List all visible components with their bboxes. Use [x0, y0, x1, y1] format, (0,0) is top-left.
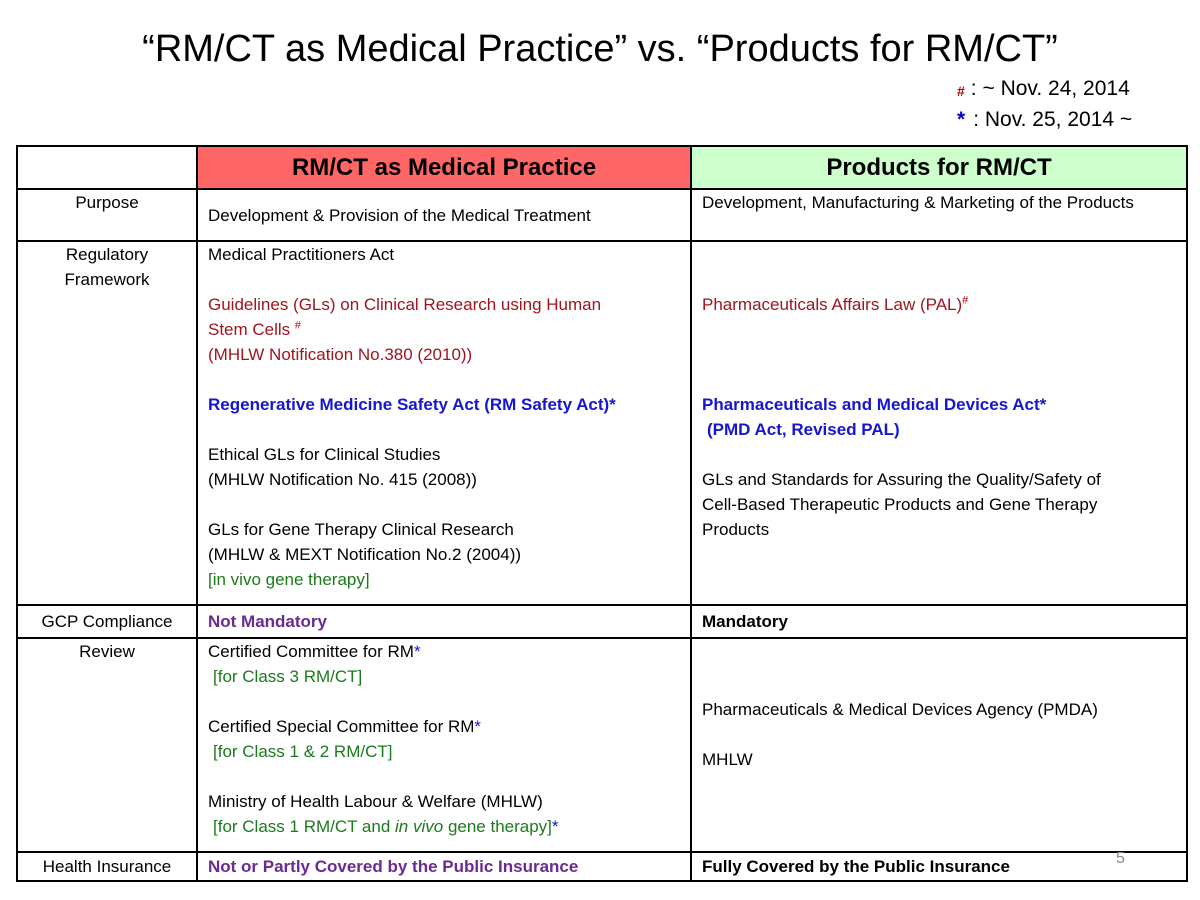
legend-hash-text: : ~ Nov. 24, 2014 [970, 77, 1130, 100]
insurance-products: Fully Covered by the Public Insurance [691, 852, 1187, 881]
stem-cell-gl-line2: Stem Cells [208, 320, 291, 339]
regulatory-label-2: Framework [64, 270, 150, 289]
ethical-notification: (MHLW Notification No. 415 (2008)) [208, 470, 477, 489]
ministry-scope-italic: in vivo [395, 817, 444, 836]
purpose-medical: Development & Provision of the Medical Treatment [197, 189, 691, 241]
standards-line3: Products [702, 520, 770, 539]
mhlw: MHLW [702, 750, 753, 769]
ministry-scope [208, 814, 680, 839]
hash-mark: # [957, 83, 965, 99]
row-label-insurance: Health Insurance [17, 852, 197, 881]
row-purpose [17, 189, 1187, 241]
row-gcp [17, 605, 1187, 638]
stem-cell-gl-line1: Guidelines (GLs) on Clinical Research using Human [208, 295, 602, 314]
pal-hash: # [962, 294, 969, 307]
comparison-table [16, 145, 1188, 882]
star-mark: * [957, 108, 966, 131]
purpose-products: Development, Manufacturing & Marketing of the Products [691, 189, 1187, 241]
medical-practitioners-act: Medical Practitioners Act [208, 245, 395, 264]
row-label-purpose: Purpose [17, 189, 197, 241]
special-scope: [for Class 1 & 2 RM/CT] [213, 742, 393, 761]
pal: Pharmaceuticals Affairs Law (PAL) [702, 295, 963, 314]
regulatory-products [691, 241, 1187, 605]
legend-star [945, 107, 1132, 133]
pmd-act-alias: (PMD Act, Revised PAL) [707, 420, 900, 439]
pmda: Pharmaceuticals & Medical Devices Agency (PMDA) [702, 700, 1098, 719]
regulatory-label-1: Regulatory [65, 245, 149, 264]
standards-line1: GLs and Standards for Assuring the Quality/Safety of [702, 470, 1101, 489]
stem-cell-notification: (MHLW Notification No.380 (2010)) [208, 345, 473, 364]
row-review [17, 638, 1187, 852]
gene-therapy-notification: (MHLW & MEXT Notification No.2 (2004)) [208, 545, 522, 564]
row-label-regulatory [17, 241, 197, 605]
gene-therapy-gl: GLs for Gene Therapy Clinical Research [208, 520, 514, 539]
slide-title: “RM/CT as Medical Practice” vs. “Products for RM/CT” [142, 28, 1058, 70]
page-number: 5 [1116, 850, 1125, 867]
gene-therapy-scope: [in vivo gene therapy] [208, 570, 370, 589]
row-label-review: Review [17, 638, 197, 852]
pmd-act: Pharmaceuticals and Medical Devices Act* [702, 395, 1047, 414]
header-products: Products for RM/CT [691, 146, 1187, 189]
standards-line2: Cell-Based Therapeutic Products and Gene Therapy [702, 495, 1098, 514]
special-committee: Certified Special Committee for RM [208, 717, 475, 736]
stem-cell-hash: # [294, 319, 302, 332]
committee-star: * [413, 642, 421, 661]
special-star: * [474, 717, 482, 736]
committee-scope: [for Class 3 RM/CT] [213, 667, 363, 686]
review-products [691, 638, 1187, 852]
regulatory-medical [197, 241, 691, 605]
certified-committee: Certified Committee for RM [208, 642, 414, 661]
header-row [17, 146, 1187, 189]
header-empty [17, 146, 197, 189]
ministry-scope-pre: [for Class 1 RM/CT and [213, 817, 396, 836]
insurance-medical: Not or Partly Covered by the Public Insurance [197, 852, 691, 881]
rm-safety-act: Regenerative Medicine Safety Act (RM Safety Act)* [208, 395, 616, 414]
ministry: Ministry of Health Labour & Welfare (MHLW) [208, 792, 543, 811]
ministry-scope-post: gene therapy] [443, 817, 552, 836]
legend-star-text: : Nov. 25, 2014 ~ [973, 108, 1133, 131]
legend-hash [945, 76, 1130, 102]
header-medical-practice: RM/CT as Medical Practice [197, 146, 691, 189]
row-insurance [17, 852, 1187, 881]
gcp-products: Mandatory [691, 605, 1187, 638]
row-regulatory [17, 241, 1187, 605]
review-medical [197, 638, 691, 852]
gcp-medical: Not Mandatory [197, 605, 691, 638]
ethical-gl: Ethical GLs for Clinical Studies [208, 445, 441, 464]
ministry-star: * [551, 817, 559, 836]
row-label-gcp: GCP Compliance [17, 605, 197, 638]
